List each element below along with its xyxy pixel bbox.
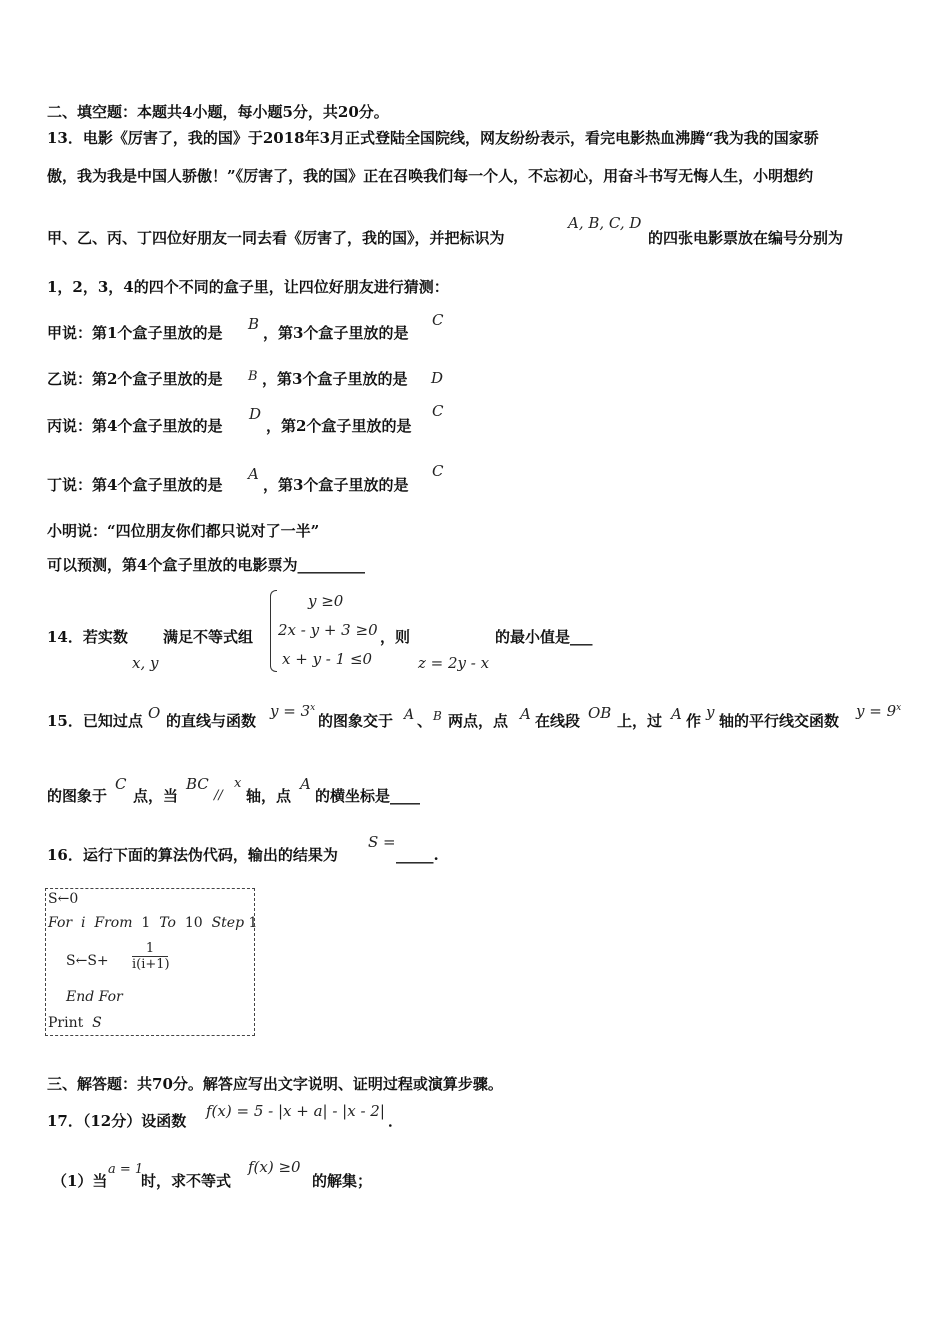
- yi-statement-b: ，第3个盒子里放的是: [262, 370, 408, 388]
- bing-math-1: D: [249, 405, 262, 423]
- q17-part1-cond: a = 1: [108, 1162, 144, 1177]
- section-heading-solve: 三、解答题：共70分。解答应写出文字说明、证明过程或演算步骤。: [47, 1075, 503, 1093]
- q15-part-e: 在线段: [535, 712, 581, 730]
- jia-math-2: C: [432, 311, 444, 329]
- q13-line-3b: 的四张电影票放在编号分别为: [648, 229, 844, 247]
- yi-statement-a: 乙说：第2个盒子里放的是: [47, 370, 223, 388]
- q13-line-1: 13．电影《厉害了，我的国》于2018年3月正式登陆全国院线，网友纷纷表示，看完电影热血沸腾“我为我的国家骄: [47, 129, 819, 147]
- q17-part1-ineq: f(x) ≥0: [248, 1158, 301, 1176]
- bing-math-2: C: [432, 402, 444, 420]
- code-fraction-denominator: i(i+1): [132, 957, 170, 972]
- pseudocode-box: [45, 888, 258, 1036]
- q15-A1: A: [404, 707, 415, 723]
- q13-line-4: 1，2，3，4的四个不同的盒子里，让四位好朋友进行猜测：: [47, 278, 449, 296]
- code-fraction-numerator: 1: [145, 941, 155, 956]
- jia-statement-a: 甲说：第1个盒子里放的是: [47, 324, 223, 342]
- section-heading-fill-in: 二、填空题：本题共4小题，每小题5分，共20分。: [47, 103, 389, 121]
- q16-blank: _____.: [396, 846, 439, 864]
- q14-objective: z = 2y - x: [418, 654, 490, 672]
- ding-statement-a: 丁说：第4个盒子里放的是: [47, 476, 223, 494]
- q15-part-h: 轴的平行线交函数: [719, 712, 840, 730]
- q15-C: C: [115, 775, 127, 793]
- q15-part-i: 的图象于: [47, 787, 108, 805]
- ding-math-2: C: [432, 462, 444, 480]
- q14-vars: x, y: [132, 654, 159, 672]
- q15-part-a: 15．已知过点: [47, 712, 143, 730]
- code-line-1: S←0: [48, 891, 79, 907]
- q15-A2: A: [520, 705, 531, 723]
- q15-part-c: 的图象交于: [318, 712, 394, 730]
- q16-text: 16．运行下面的算法伪代码，输出的结果为: [47, 846, 338, 864]
- system-brace: [270, 590, 277, 672]
- jia-math-1: B: [248, 315, 260, 333]
- q15-part-g: 作: [686, 712, 702, 730]
- yi-math-2: D: [431, 369, 444, 387]
- q14-ineq-1: y ≥0: [308, 592, 344, 610]
- q14-part-c: ，则: [380, 628, 411, 646]
- q15-x: x: [234, 776, 242, 791]
- q15-B1: B: [433, 709, 442, 723]
- q15-part-d: 两点，点: [448, 712, 509, 730]
- q15-part-f: 上，过: [617, 712, 663, 730]
- q17-period: ．: [388, 1112, 404, 1130]
- q15-A3: A: [671, 705, 682, 723]
- q17-text: 17．（12分）设函数: [47, 1112, 187, 1130]
- q14-ineq-2: 2x - y + 3 ≥0: [278, 621, 378, 639]
- q14-part-b: 满足不等式组: [163, 628, 254, 646]
- bing-statement-b: ，第2个盒子里放的是: [266, 417, 412, 435]
- code-line-2: For i From 1 To 10 Step 1: [48, 915, 258, 931]
- code-fraction: [132, 941, 168, 972]
- q17-part1-b: 时，求不等式: [141, 1172, 232, 1190]
- q15-sep: 、: [417, 712, 433, 730]
- xiaoming-statement: 小明说：“四位朋友你们都只说对了一半”: [47, 522, 320, 540]
- q15-func-2: $y = 9^x$: [856, 702, 902, 720]
- q16-S: S =: [368, 833, 396, 851]
- code-line-4: End For: [66, 989, 123, 1005]
- ding-math-1: A: [248, 465, 259, 483]
- q13-line-3a: 甲、乙、丙、丁四位好朋友一同去看《厉害了，我的国》，并把标识为: [47, 229, 505, 247]
- q15-y: y: [706, 703, 715, 721]
- q15-BC: BC: [186, 775, 209, 793]
- q15-part-j: 点，当: [133, 787, 179, 805]
- q15-OB: OB: [588, 704, 612, 722]
- q15-part-k: 轴，点: [246, 787, 292, 805]
- ding-statement-b: ，第3个盒子里放的是: [263, 476, 409, 494]
- q13-predict: 可以预测，第4个盒子里放的电影票为_________: [47, 556, 365, 574]
- q15-part-l: 的横坐标是____: [315, 787, 421, 805]
- code-line-3: S←S+: [66, 953, 109, 969]
- q17-part1-a: （1）当: [52, 1172, 108, 1190]
- q15-O: O: [148, 704, 161, 722]
- jia-statement-b: ，第3个盒子里放的是: [263, 324, 409, 342]
- q14-ineq-3: x + y - 1 ≤0: [282, 650, 373, 668]
- yi-math-1: B: [248, 369, 258, 384]
- q17-part1-c: 的解集；: [312, 1172, 373, 1190]
- q14-part-d: 的最小值是___: [495, 628, 593, 646]
- q13-line-2: 傲，我为我是中国人骄傲！”《厉害了，我的国》正在召唤我们每一个人，不忘初心，用奋斗书写无悔人生，小明想约: [47, 167, 814, 185]
- bing-statement-a: 丙说：第4个盒子里放的是: [47, 417, 223, 435]
- q15-part-b: 的直线与函数: [166, 712, 257, 730]
- q14-part-a: 14．若实数: [47, 628, 128, 646]
- q15-A4: A: [300, 775, 311, 793]
- q13-ticket-labels: A, B, C, D: [568, 214, 642, 232]
- q15-func-1: $y = 3^x$: [270, 702, 316, 720]
- q15-parallel: //: [214, 788, 223, 803]
- code-line-5: Print S: [48, 1015, 102, 1031]
- q17-function: f(x) = 5 - |x + a| - |x - 2|: [206, 1102, 385, 1120]
